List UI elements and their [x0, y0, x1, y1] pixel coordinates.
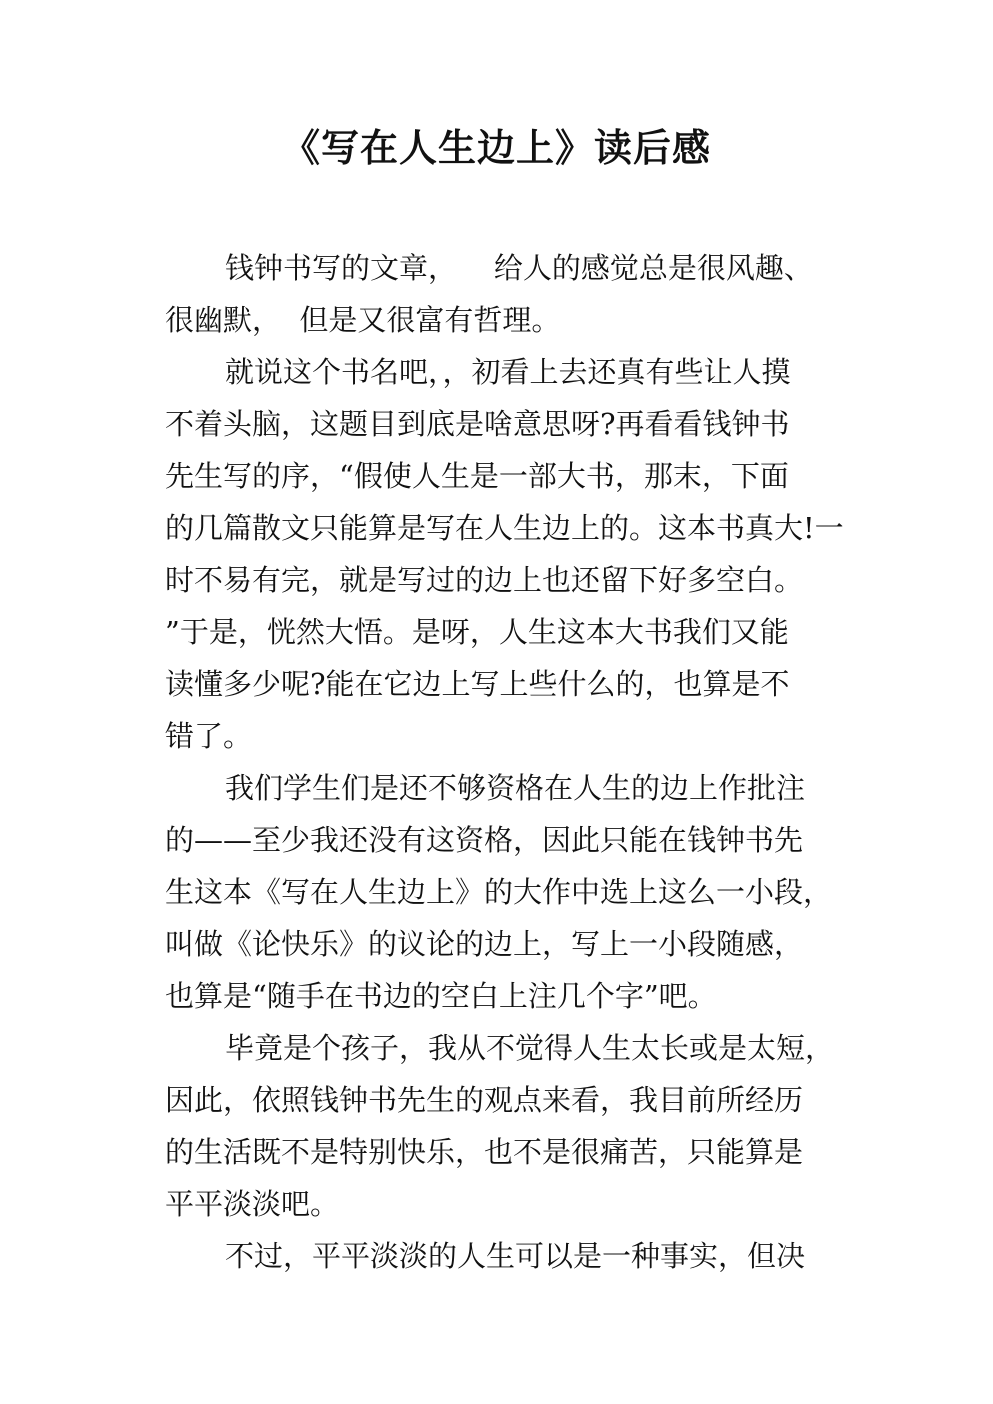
paragraph	[165, 1022, 885, 1230]
text-line: 钱钟书写的文章， 给人的感觉总是很风趣、	[225, 251, 813, 285]
document-body	[165, 242, 885, 1282]
text-line: 因此，依照钱钟书先生的观点来看，我目前所经历	[165, 1083, 804, 1117]
text-line: 不过，平平淡淡的人生可以是一种事实，但决	[225, 1239, 806, 1273]
text-line: ”于是，恍然大悟。是呀，人生这本大书我们又能	[165, 615, 789, 649]
text-line: 的生活既不是特别快乐，也不是很痛苦，只能算是	[165, 1135, 804, 1169]
text-line: 生这本《写在人生边上》的大作中选上这么一小段，	[165, 875, 833, 909]
text-line: 错了。	[165, 719, 253, 753]
text-line: 也算是“随手在书边的空白上注几个字”吧。	[165, 979, 717, 1013]
text-line: 很幽默， 但是又很富有哲理。	[165, 303, 561, 337]
document-title: 《写在人生边上》读后感	[281, 125, 711, 170]
text-line: 平平淡淡吧。	[165, 1187, 340, 1221]
text-line: 不着头脑，这题目到底是啥意思呀?再看看钱钟书	[165, 407, 790, 441]
text-line: 时不易有完，就是写过的边上也还留下好多空白。	[165, 563, 804, 597]
text-line: 毕竟是个孩子，我从不觉得人生太长或是太短，	[225, 1031, 835, 1065]
paragraph	[165, 1230, 885, 1282]
text-line: 叫做《论快乐》的议论的边上，写上一小段随感，	[165, 927, 804, 961]
text-line: 我们学生们是还不够资格在人生的边上作批注	[225, 771, 806, 805]
paragraph	[165, 762, 885, 1022]
text-line: 的几篇散文只能算是写在人生边上的。这本书真大!一	[165, 511, 844, 545]
paragraph	[165, 242, 885, 346]
paragraph	[165, 346, 885, 762]
text-line: 先生写的序，“假使人生是一部大书，那末，下面	[165, 459, 789, 493]
text-line: 就说这个书名吧，，初看上去还真有些让人摸	[225, 355, 791, 389]
text-line: 的——至少我还没有这资格，因此只能在钱钟书先	[165, 823, 804, 857]
text-line: 读懂多少呢?能在它边上写上些什么的，也算是不	[165, 667, 790, 701]
